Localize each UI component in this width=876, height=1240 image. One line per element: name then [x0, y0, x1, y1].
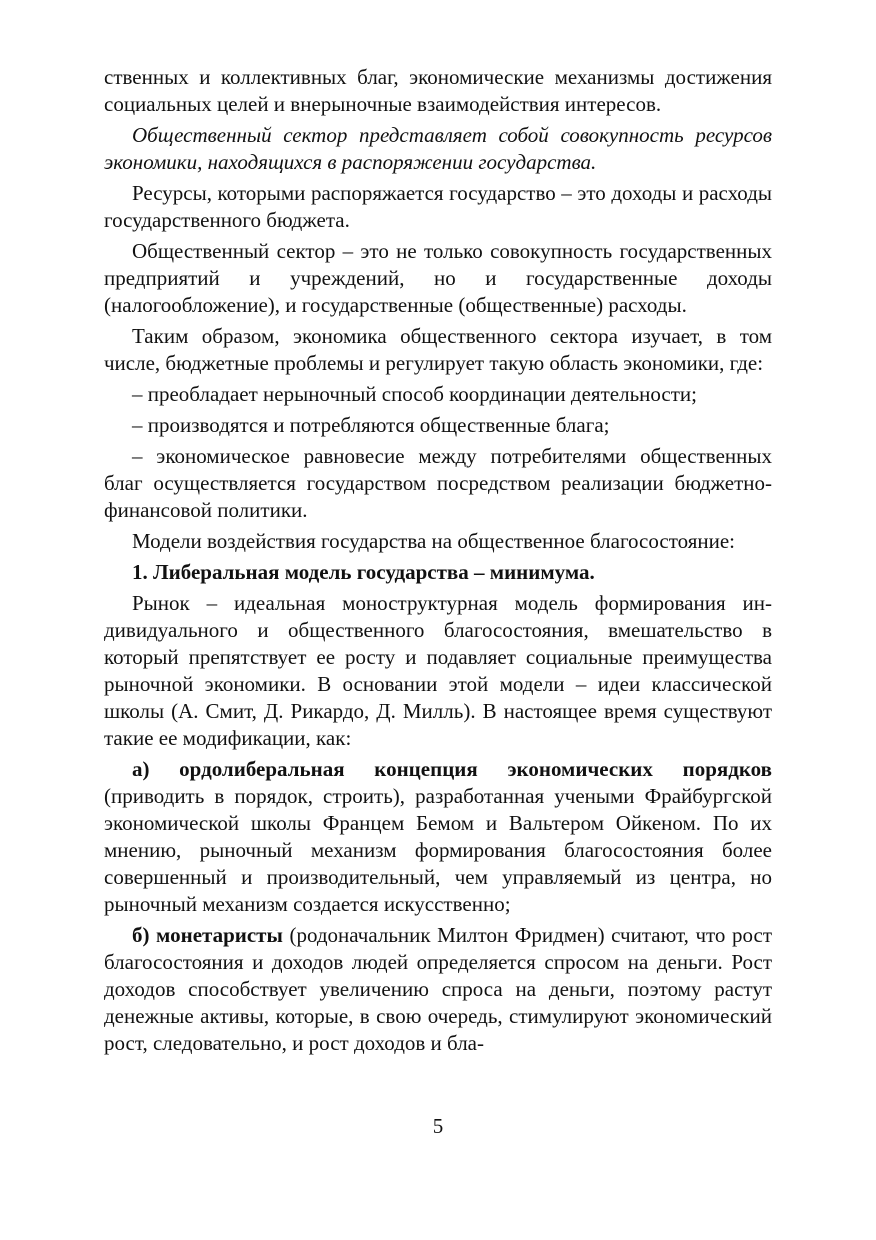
paragraph-monetarists: [104, 922, 772, 1057]
list-item: – производятся и потребляются общественные блага;: [132, 413, 610, 437]
list-item: – преобладает нерыночный способ координации деятельности;: [132, 382, 697, 406]
page-body: [104, 64, 772, 1061]
text-monetarists: (родоначальник Милтон Фридмен) считают, что рост благосостояния и доходов людей определяется спросом на деньги. Рост доходов способствует увеличению спроса на деньги, поэтому растут денежные активы, которые, в свою очередь, стимулируют экономический рост, следовательно, и рост доходов и бла-: [104, 923, 772, 1055]
paragraph-continuation: ственных и коллективных благ, экономические механизмы достижения социальных целей и внерыночные взаимодействия интересов.: [104, 65, 772, 116]
paragraph-economics-scope: Таким образом, экономика общественного сектора изучает, в том числе, бюджетные проблемы и регулирует такую область экономики, где:: [104, 324, 772, 375]
page-number: 5: [432, 1114, 444, 1138]
term-monetarists: б) монетаристы: [132, 923, 283, 947]
paragraph-public-sector: Общественный сектор – это не только совокупность государственных предприятий и учреждений, но и государственные доходы (налогообложение), и государственные (общественные) расходы.: [104, 239, 772, 317]
definition-paragraph: Общественный сектор представляет собой совокупность ресурсов экономики, находящихся в распоряжении государства.: [104, 123, 772, 174]
text-ordoliberal: (приводить в порядок, строить), разработанная учеными Фрайбургской экономической школы Францем Бемом и Вальтером Ойкеном. По их мнению, рыночный механизм формирования благосостояния более совершенный и производительный, чем управляемый из центра, но рыночный механизм создается искусственно;: [104, 784, 772, 916]
section-heading-liberal-model: 1. Либеральная модель государства – минимума.: [132, 560, 595, 584]
term-ordoliberal: а) ордолиберальная концепция экономических порядков: [132, 757, 772, 781]
paragraph-models-intro: Модели воздействия государства на общественное благосостояние:: [132, 529, 736, 553]
paragraph-resources: Ресурсы, которыми распоряжается государство – это доходы и расходы государственного бюджета.: [104, 181, 772, 232]
list-item: – экономическое равновесие между потребителями общественных благ осуществляется государством посредством реализации бюджетно-финансовой политики.: [104, 444, 772, 522]
paragraph-ordoliberal: [104, 756, 772, 918]
paragraph-market: Рынок – идеальная моноструктурная модель формирования индивидуального и общественного благосостояния, вмешательство в который препятствует ее росту и подавляет социальные преимущества рыночной экономики. В основании этой модели – идеи классической школы (А. Смит, Д. Рикардо, Д. Милль). В настоящее время существуют такие ее модификации, как:: [104, 591, 772, 750]
